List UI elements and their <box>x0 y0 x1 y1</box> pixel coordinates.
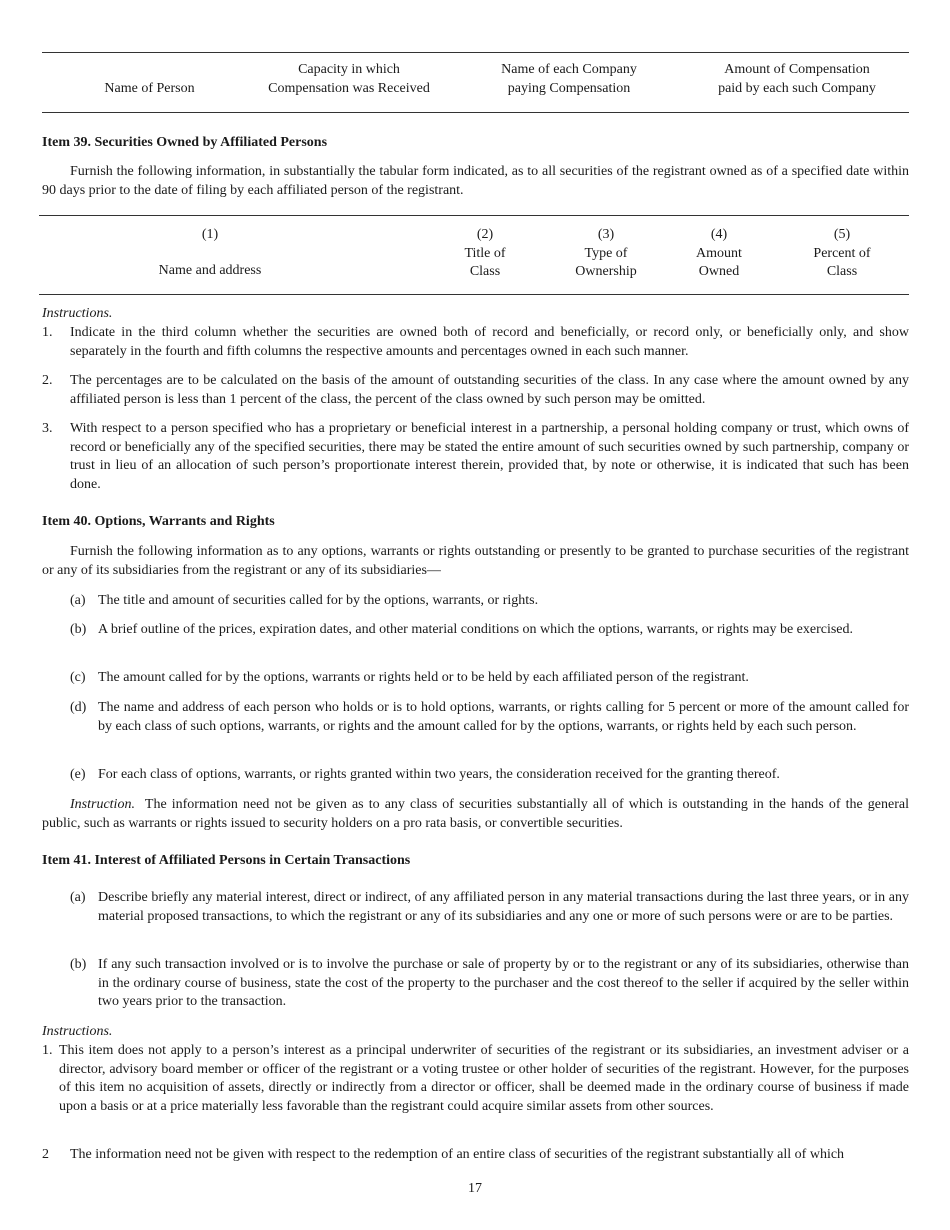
item39-col3: (3) Type of Ownership <box>575 227 637 279</box>
item39-table-bottom-rule <box>39 294 909 295</box>
list-item: (d) The name and address of each person who holds or is to hold options, warrants, or rights calling for 5 percent or more of the amount called for by each class of such options, warrants, or rights and the amount called for by the options, warrants, or rights held by each such person. <box>70 700 909 734</box>
table-bottom-rule <box>42 112 909 113</box>
item40-intro: Furnish the following information as to any options, warrants or rights outstanding or presently to be granted to purchase securities of the registrant or any of its subsidiaries from the registrant or any of its subsidiaries— <box>42 544 909 578</box>
item40-instruction <box>42 796 909 833</box>
col-header-amount: Amount of Compensation paid by each such Company <box>718 62 876 96</box>
list-item: (a) Describe briefly any material interest, direct or indirect, of any affiliated person in any material transactions during the last three years, or in any material proposed transactions, to which the registrant or any of its subsidiaries and any one or more of such persons were or are to be parties. <box>70 890 909 924</box>
item39-intro: Furnish the following information, in substantially the tabular form indicated, as to all securities of the registrant owned as of a specified date within 90 days prior to the date of filing by each affiliated person of the registrant. <box>42 164 909 198</box>
item39-col2: (2) Title of Class <box>464 227 506 279</box>
col-header-capacity: Capacity in which Compensation was Received <box>268 62 430 96</box>
item40-heading: Item 40. Options, Warrants and Rights <box>42 514 275 529</box>
list-item: (c) The amount called for by the options, warrants or rights held or to be held by each affiliated person of the registrant. <box>70 670 749 685</box>
item40-instruction-label: Instruction. <box>70 797 135 812</box>
list-item: 1. This item does not apply to a person’s interest as a principal underwriter of securities of the registrant or its subsidiaries, an investment adviser or a director, advisory board member or officer of the registrant or a voting trustee or other holder of securities of the registrant. However, for the purposes of this item no acquisition of assets, directly or indirectly from a director or officer, shall be deemed made in the ordinary course of business if made upon a basis or at a price materially less favorable than the registrant could acquire similar assets from other sources. <box>42 1043 909 1114</box>
list-item: (a) The title and amount of securities called for by the options, warrants, or rights. <box>70 593 539 608</box>
col-header-company: Name of each Company paying Compensation <box>501 62 637 96</box>
item39-col5: (5) Percent of Class <box>813 227 871 279</box>
list-item: 3. With respect to a person specified who has a proprietary or beneficial interest in a partnership, a personal holding company or trust, which owns of record or beneficially any of the specified securities, there may be stated the entire amount of such securities owned by such partnership, company or trust in lieu of an allocation of such person’s proportionate interest therein, provided that, by note or otherwise, it is indicated that such has been done. <box>42 421 909 492</box>
item39-instructions-label: Instructions. <box>42 306 113 321</box>
col-header-name-of-person: Name of Person <box>104 81 195 96</box>
table-top-rule <box>42 52 909 53</box>
list-item: (b) A brief outline of the prices, expiration dates, and other material conditions on which the options, warrants, or rights may be exercised. <box>70 622 854 637</box>
list-item: (b) If any such transaction involved or is to involve the purchase or sale of property by or to the registrant or any of its subsidiaries, otherwise than in the ordinary course of business, state the cost of the property to the purchaser and the cost thereof to the seller if acquired by the seller within two years prior to the transaction. <box>70 957 909 1009</box>
item39-heading: Item 39. Securities Owned by Affiliated Persons <box>42 135 328 150</box>
item39-col1: (1) Name and address <box>158 227 262 278</box>
item39-table-top-rule <box>39 215 909 216</box>
item41-heading: Item 41. Interest of Affiliated Persons in Certain Transactions <box>42 853 411 868</box>
list-item: 1. Indicate in the third column whether the securities are owned both of record and beneficially, or record only, or beneficially only, and show separately in the fourth and fifth columns the respective amounts and percentages owned in each such manner. <box>42 325 909 359</box>
list-item: (e) For each class of options, warrants, or rights granted within two years, the consideration received for the granting thereof. <box>70 767 780 782</box>
list-item: 2 The information need not be given with respect to the redemption of an entire class of securities of the registrant substantially all of which <box>42 1147 845 1162</box>
item40-instruction-text: The information need not be given as to any class of securities substantially all of which is outstanding in the hands of the general public, such as warrants or rights issued to security holders on a pro rata basis, or convertible securities. <box>42 797 909 831</box>
item39-col4: (4) Amount Owned <box>696 227 742 279</box>
item41-instructions-label: Instructions. <box>42 1024 113 1039</box>
list-item: 2. The percentages are to be calculated on the basis of the amount of outstanding securities of the class. In any case where the amount owned by any affiliated person is less than 1 percent of the class, the percent of the class owned by such person may be omitted. <box>42 373 909 407</box>
page-number: 17 <box>468 1181 482 1196</box>
